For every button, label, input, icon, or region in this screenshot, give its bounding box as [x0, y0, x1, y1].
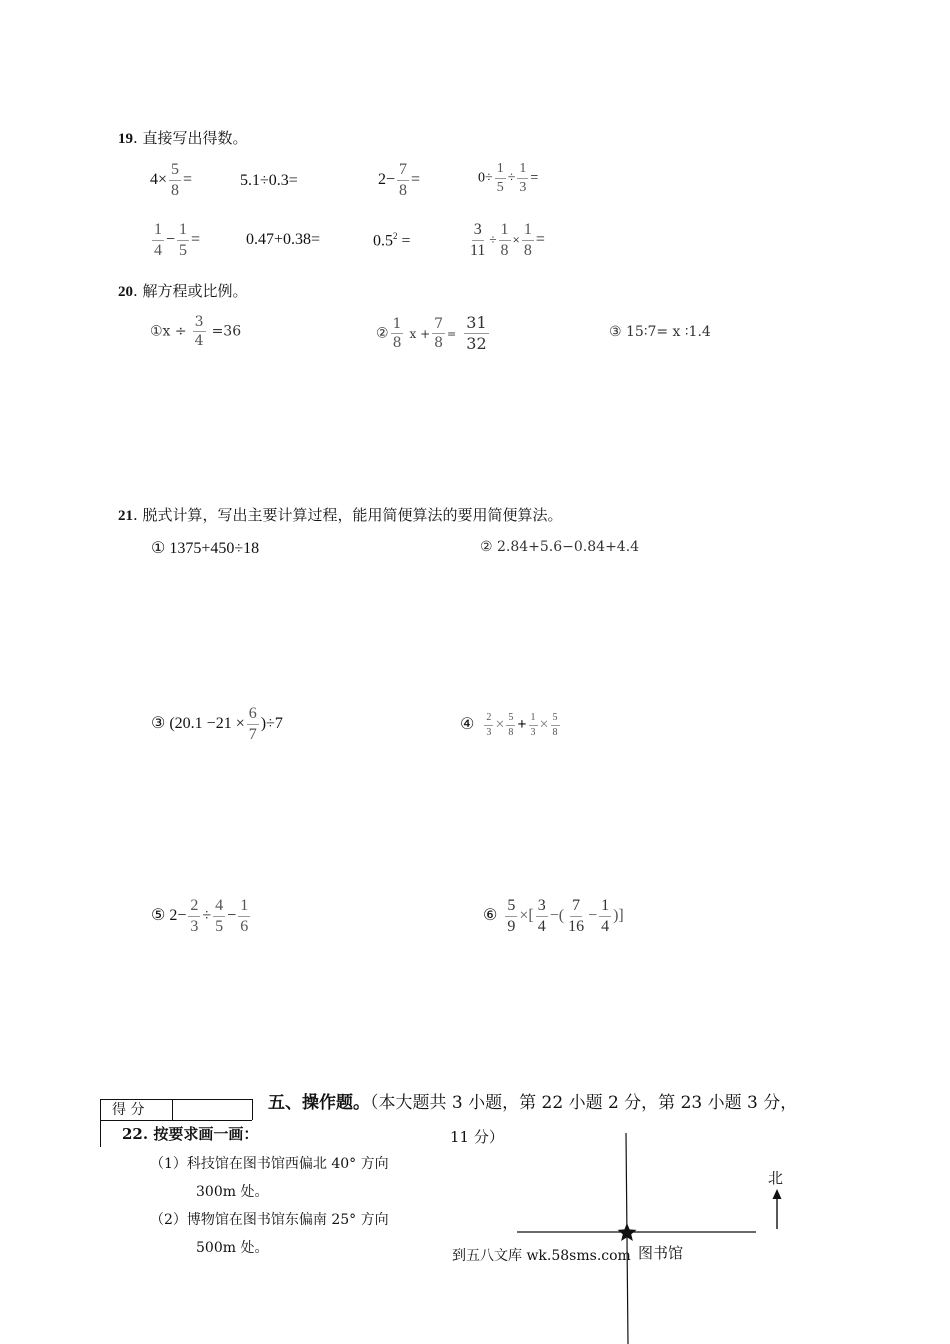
q21-p2: ② 2.84+5.6−0.84+4.4 [480, 539, 640, 555]
q21-p5: ⑤ 2− $\frac{2}{3}$ ÷ $\frac{4}{5}$ − $\frac{1}{6}$ [151, 897, 249, 935]
q20-eq1: ①x ÷ $\frac{3}{4}$ =36 [150, 314, 242, 349]
q19-item-e: $\frac{1}{4}$ − $\frac{1}{5}$ = [154, 221, 201, 259]
q19-item-a: 4× $\frac{5}{8}$ = [150, 161, 193, 199]
vertical-axis [626, 1133, 628, 1344]
q22-line2: （2）博物馆在图书馆东偏南 25° 方向 [150, 1212, 389, 1228]
q19-item-h: $\frac{3}{11}$ ÷ $\frac{1}{8}$ × $\frac{1}{8}$ = [470, 221, 545, 259]
section5-heading: 五、操作题。（本大题共 3 小题，第 22 小题 2 分，第 23 小题 3 分， [268, 1093, 798, 1113]
score-label: 得 分 [112, 1102, 145, 1118]
q21-p1: ① 1375+450÷18 [151, 540, 260, 557]
watermark-text: 到五八文库 wk.58sms.com [452, 1248, 631, 1264]
q19-item-d: 0÷ $\frac{1}{5}$ ÷ $\frac{1}{3}$ = [478, 161, 539, 195]
q20-eq3: ③ 15∶7= x ∶1.4 [609, 324, 711, 340]
q22-heading: 22. 按要求画一画： [122, 1125, 259, 1143]
q21-p3: ③ (20.1 −21 × $\frac{6}{7}$ )÷7 [151, 705, 283, 743]
north-arrow-icon [773, 1189, 782, 1199]
q19-item-g: $0.5^2$ = [373, 231, 411, 250]
q19-item-c: 2− $\frac{7}{8}$ = [378, 161, 421, 199]
q22-line1: （1）科技馆在图书馆西偏北 40° 方向 [150, 1156, 389, 1172]
q20-eq2: ② $\frac{1}{8}$ x + $\frac{7}{8}$ = $\frac{31}{32}$ [376, 313, 487, 353]
q22-line2b: 500m 处。 [196, 1240, 269, 1256]
q21-p6: ⑥ $\frac{5}{9}$ ×[ $\frac{3}{4}$ −( $\frac{7}{16}$ − $\frac{1}{4}$ )] [483, 897, 624, 935]
q19-item-f: 0.47+0.38= [246, 231, 321, 248]
north-label: 北 [768, 1169, 784, 1187]
q21-p4: ④ $\frac{2}{3}$ × $\frac{5}{8}$ + $\frac{1}{3}$ × $\frac{5}{8}$ [460, 712, 558, 738]
q20-heading: 20. 解方程或比例。 [118, 282, 248, 300]
map-diagram [500, 1125, 800, 1344]
section5-heading-cont: 11 分） [450, 1128, 504, 1146]
q19-item-b: 5.1÷0.3= [240, 172, 298, 189]
library-label: 图书馆 [638, 1244, 684, 1262]
q22-line1b: 300m 处。 [196, 1184, 269, 1200]
q21-heading: 21. 脱式计算，写出主要计算过程，能用简便算法的要用简便算法。 [118, 506, 563, 524]
q19-heading: 19. 直接写出得数。 [118, 129, 248, 147]
